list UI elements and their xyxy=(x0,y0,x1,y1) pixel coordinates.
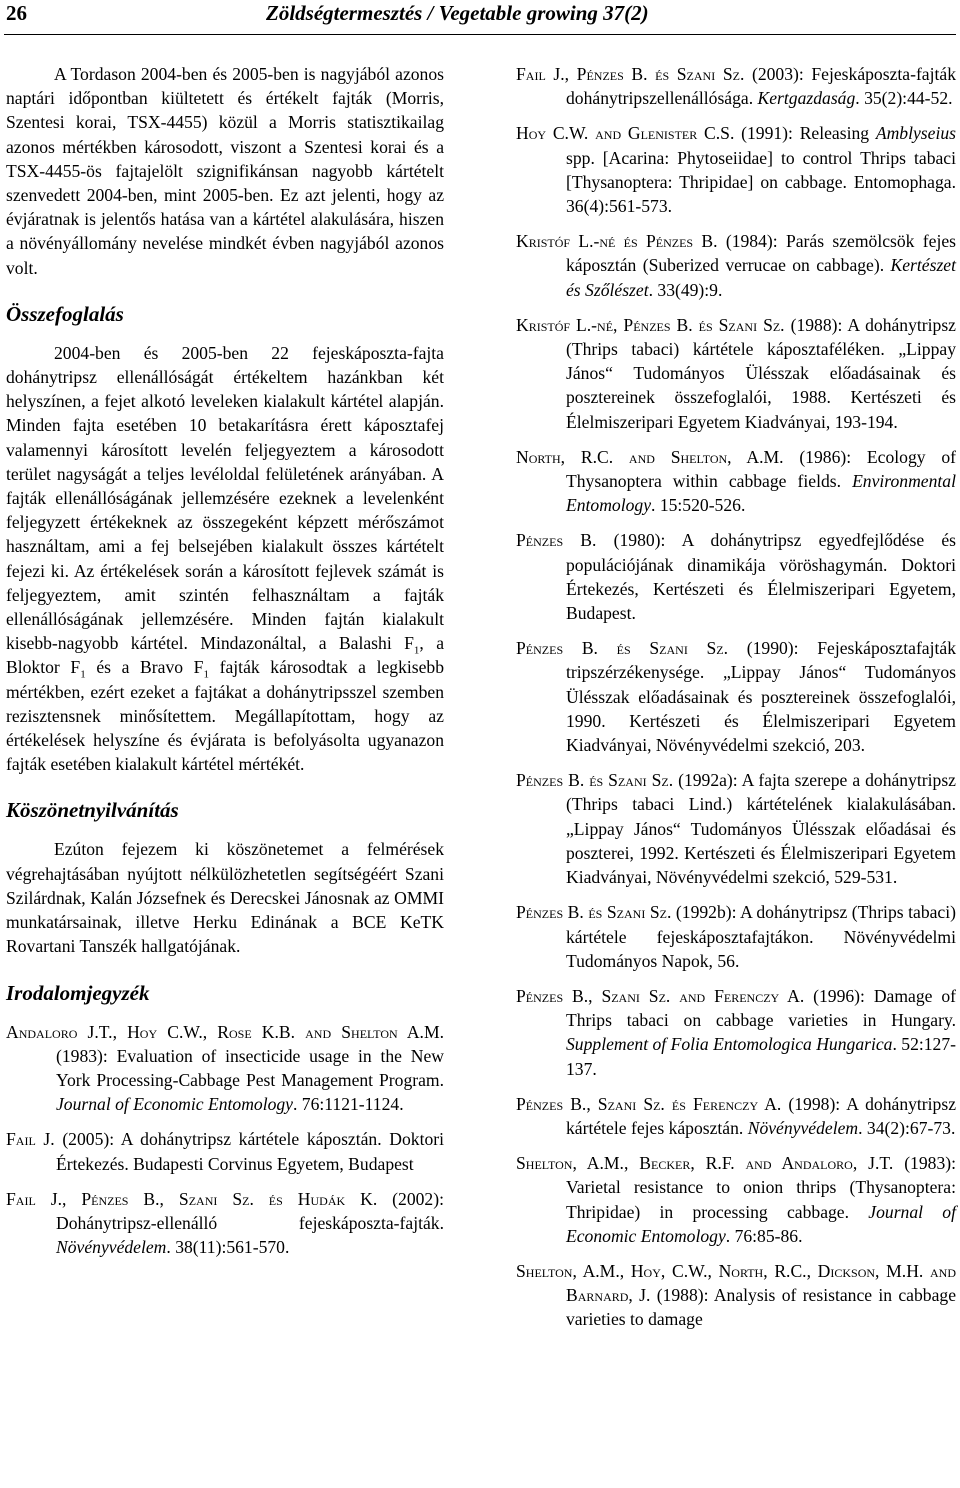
summary-text-2: , a Bloktor F xyxy=(6,633,445,678)
reference-item xyxy=(516,636,956,757)
ref-title: (1992a): A fajta szerepe a dohánytripsz (Thrips tabaci Lind.) kártételének kialakulásában. „Lippay János“ Tudományos Ülésszak előadásai és poszterei, 1992. Kertészeti és Élelmiszeripari Egyetem Kiadványai, Növényvédelmi szekció, 529-531. xyxy=(566,770,956,888)
ref-title: (1990): Fejeskáposztafajták tripszérzékenysége. „Lippay János“ Tudományos Ülésszak előadásainak és posztereinek összefoglalói, 1990. Kertészeti és Élelmiszeripari Egyetem Kiadványai, Növényvédelmi szekció, 203. xyxy=(566,638,956,756)
reference-item xyxy=(516,1259,956,1332)
reference-item xyxy=(516,62,956,110)
ref-journal: Kertészet és Szőlészet xyxy=(566,255,956,300)
ref-title: (1988): A dohánytripsz (Thrips tabaci) kártétele káposztaféléken. „Lippay János“ Tudományos Ülésszak előadásainak és posztereinek összefoglalói, 1988. Kertészeti és Élelmiszeripari Egyetem Kiadványai, 193-194. xyxy=(566,314,956,432)
ref-authors: Shelton, A.M., Hoy, C.W., North, R.C., Dickson, M.H. and Barnard, J. xyxy=(516,1260,956,1306)
ref-tail: . 34(2):67-73. xyxy=(858,1117,956,1138)
summary-paragraph xyxy=(6,341,444,777)
ref-tail: . 35(2):44-52. xyxy=(855,88,953,109)
reference-item xyxy=(516,445,956,518)
reference-item xyxy=(6,1020,444,1117)
ref-journal: Journal of Economic Entomology xyxy=(566,1201,956,1246)
page-number: 26 xyxy=(6,1,27,25)
reference-list-right xyxy=(516,62,956,1332)
ref-tail: . 33(49):9. xyxy=(648,279,723,300)
ref-title: (1983): Varietal resistance to onion thrips (Thysanoptera: Thripidae) in processing cabbage. xyxy=(566,1153,956,1222)
ref-journal: Növényvédelem xyxy=(56,1237,167,1258)
ref-authors: Kristóf L.-né, Pénzes B. és Szani Sz. xyxy=(516,314,785,335)
summary-text-4: fajták károsodtak a legkisebb mértékben, ezért ezeket a fajtákat a dohánytripsszel szemben rezisztensnek minősítettem. Megállapítottam, hogy az értékelések helyszíne és évjárata is befolyásolta ugyanazon fajták esetében kialakult kártétel mértékét. xyxy=(6,657,445,775)
ref-tail: . 38(11):561-570. xyxy=(166,1237,290,1258)
reference-item xyxy=(516,229,956,302)
ref-title: (2002): Dohánytripsz-ellenálló fejeskáposzta-fajták. xyxy=(56,1188,444,1233)
reference-item xyxy=(516,768,956,889)
reference-item xyxy=(516,984,956,1081)
ref-journal: Supplement of Folia Entomologica Hungarica xyxy=(566,1034,893,1055)
ref-title: (1983): Evaluation of insecticide usage in the New York Processing-Cabbage Pest Management Program. xyxy=(56,1045,444,1090)
reference-item xyxy=(516,121,956,218)
ref-journal: Journal of Economic Entomology xyxy=(56,1094,293,1115)
ref-journal: Növényvédelem xyxy=(747,1117,859,1138)
summary-heading: Összefoglalás xyxy=(6,301,124,326)
ref-title: (2003): Fejeskáposzta-fajták dohánytripszellenállósága. xyxy=(566,64,956,109)
ref-title: (1980): A dohánytripsz egyedfejlődése és populációjának dinamikája vöröshagymán. Doktori Értekezés, Kertészeti és Élelmiszeripari Egyetem, Budapest. xyxy=(566,530,956,624)
ref-tail: . 76:85-86. xyxy=(725,1225,803,1246)
ref-authors: Fail J., Pénzes B., Szani Sz. és Hudák K. xyxy=(6,1188,378,1209)
ref-authors: Pénzes B. xyxy=(516,530,597,551)
ref-journal: Environmental Entomology xyxy=(566,471,956,516)
ref-authors: Pénzes B. és Szani Sz. xyxy=(516,638,729,659)
ref-title: (1984): Parás szemölcsök fejes káposztán (Suberized verrucae on cabbage). xyxy=(566,231,956,276)
summary-text-3: és a Bravo F xyxy=(85,657,204,678)
reference-item xyxy=(6,1187,444,1260)
reference-item xyxy=(6,1127,444,1175)
subscript: 1 xyxy=(413,644,420,657)
reference-item xyxy=(516,900,956,973)
reference-list-left xyxy=(6,1020,444,1260)
ref-title: (1996): Damage of Thrips tabaci on cabbage varieties in Hungary. xyxy=(566,985,956,1031)
ref-authors: Pénzes B., Szani Sz. and Ferenczy A. xyxy=(516,985,805,1006)
ref-journal: Amblyseius xyxy=(875,123,956,144)
references-heading: Irodalomjegyzék xyxy=(6,980,150,1005)
ref-authors: Fail J., Pénzes B. és Szani Sz. xyxy=(516,64,745,84)
reference-item xyxy=(516,1092,956,1140)
intro-paragraph: A Tordason 2004-ben és 2005-ben is nagyjából azonos naptári időpontban kiültetett és értékelt fajták (Morris, Szentesi korai, TSX-4455) közül a Morris statisztikailag azonos mértékben károsodott, viszont a Szentesi korai és a TSX-4455-ös fajtajelölt szignifikánsan nagyobb kártételt szenvedett 2004-ben, mint 2005-ben. Ez azt jelenti, hogy az évjáratnak is jelentős hatása van a kártétel alakulására, hiszen a növényállomány nevelése mindkét évben nagyjából azonos volt. xyxy=(6,64,444,278)
reference-item xyxy=(516,528,956,625)
ref-authors: Pénzes B. és Szani Sz. xyxy=(516,902,672,923)
ref-authors: Andaloro J.T., Hoy C.W., Rose K.B. and Shelton A.M. xyxy=(6,1021,444,1042)
ref-tail: . 76:1121-1124. xyxy=(292,1094,404,1115)
subscript: 1 xyxy=(203,668,209,681)
ref-authors: Pénzes B. és Szani Sz. xyxy=(516,770,674,791)
ref-authors: Shelton, A.M., Becker, R.F. and Andaloro, J.T. xyxy=(516,1153,894,1174)
ref-title: (1986): Ecology of Thysanoptera within cabbage fields. xyxy=(566,446,956,492)
ref-authors: Pénzes B., Szani Sz. és Ferenczy A. xyxy=(516,1093,782,1114)
ref-authors: Kristóf L.-né és Pénzes B. xyxy=(516,231,718,252)
reference-item xyxy=(516,1151,956,1248)
ref-title: (2005): A dohánytripsz kártétele káposztán. Doktori Értekezés. Budapesti Corvinus Egyetem, Budapest xyxy=(54,1129,444,1174)
ref-tail: spp. [Acarina: Phytoseiidae] to control Thrips tabaci [Thysanoptera: Thripidae] on cabbage. Entomophaga. 36(4):561-573. xyxy=(566,147,956,217)
ack-heading: Köszönetnyilvánítás xyxy=(6,798,179,823)
journal-title: Zöldségtermesztés / Vegetable growing 37(2) xyxy=(266,1,649,25)
ref-authors: Hoy C.W. and Glenister C.S. xyxy=(516,123,735,144)
ref-title: (1998): A dohánytripsz kártétele fejes káposztán. xyxy=(566,1093,956,1138)
right-column xyxy=(516,62,956,1343)
subscript: 1 xyxy=(80,668,86,681)
left-column xyxy=(6,62,444,1270)
ref-tail: . 52:127-137. xyxy=(566,1034,957,1079)
running-header xyxy=(4,0,956,35)
ref-journal: Kertgazdaság xyxy=(757,88,856,109)
ack-paragraph: Ezúton fejezem ki köszönetemet a felmérések végrehajtásában nyújtott nélkülözhetetlen segítségéért Szani Szilárdnak, Kalán Józsefnek és Derecskei Jánosnak az OMMI munkatársainak, illetve Herku Edinának a BCE KeTK Rovartani Tanszék hallgatójának. xyxy=(6,839,444,957)
ref-title: (1992b): A dohánytripsz (Thrips tabaci) kártétele fejeskáposztafajtákon. Növényvédelmi Tudományos Napok, 56. xyxy=(566,902,956,971)
ref-tail: . 15:520-526. xyxy=(651,495,746,516)
ref-title: (1988): Analysis of resistance in cabbage varieties to damage xyxy=(566,1285,956,1330)
ref-authors: North, R.C. and Shelton, A.M. xyxy=(516,446,784,467)
ref-title: (1991): Releasing xyxy=(734,123,876,144)
ref-authors: Fail J. xyxy=(6,1129,55,1150)
summary-text-1: 2004-ben és 2005-ben 22 fejeskáposzta-fajta dohánytripsz ellenállóságát értékeltem hazánkban két helyszínen, a fejet alkotó leveleken kialakult kártétel alapján. Minden fajta esetében 10 betakarításra érett káposztafej valamennyi károsított levelén feljegyeztem a károsodott terület nagyságát a teljes levéloldal felületének arányában. A fajták ellenállóságának jellemzésére ezeknek a levelenként feljegyzett értékeknek az összegeként képzett mérőszámot használtam, ami a fej belsejében kialakult összes kártételt fejezi ki. Az értékelések során a károsított fejlevek számát is feljegyeztem, amit szintén felhasználtam a fajták ellenállóságának jellemzésére. Minden fajtán kialakult kisebb-nagyobb kártétel. Mindazonáltal, a Balashi F xyxy=(6,342,444,654)
reference-item xyxy=(516,313,956,434)
